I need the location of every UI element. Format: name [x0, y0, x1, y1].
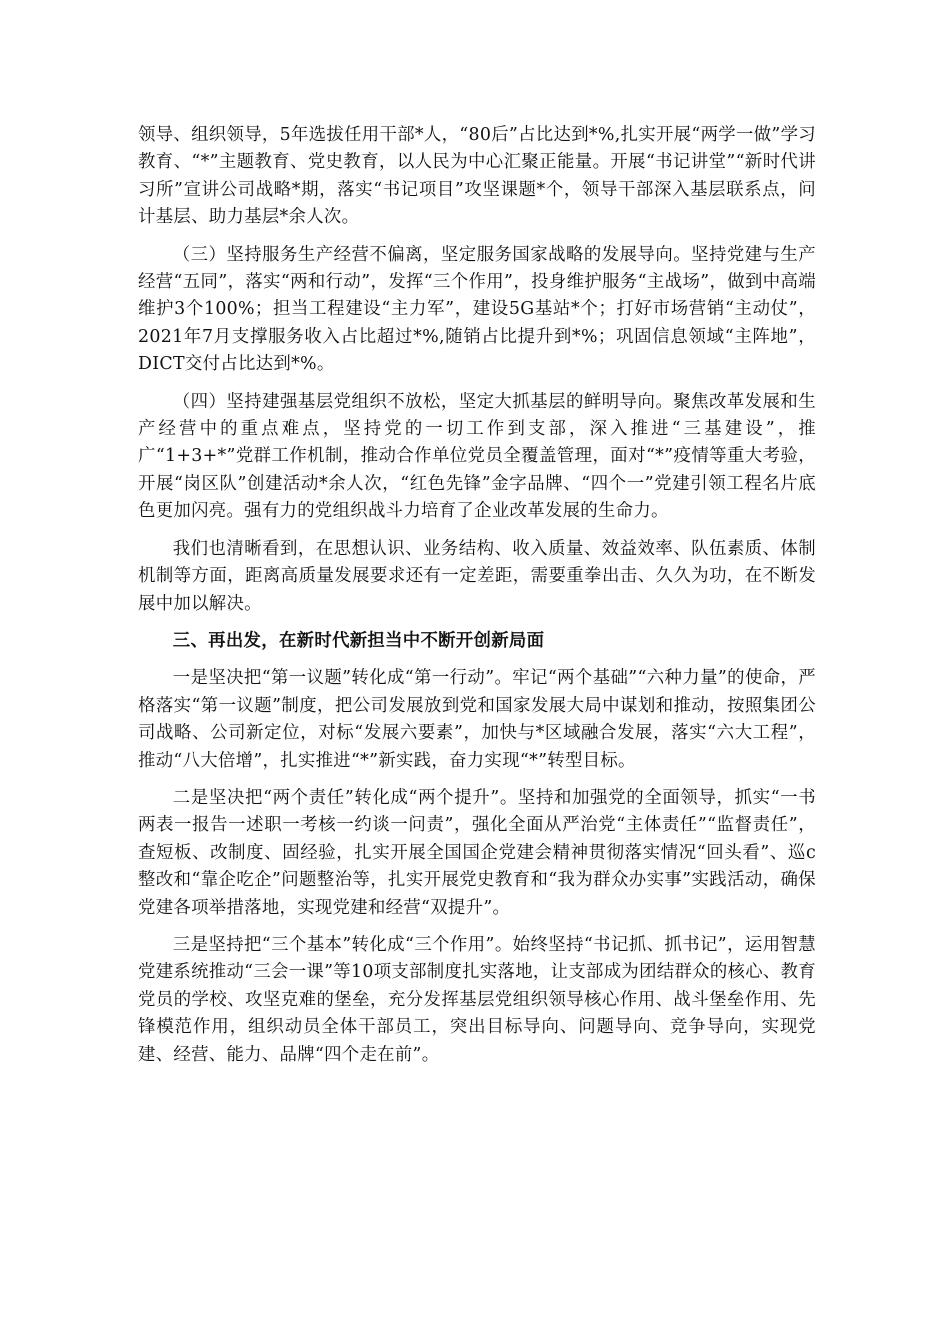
- paragraph-first-action: 一是坚决把“第一议题”转化成“第一行动”。牢记“两个基础”“六种力量”的使命，严格落实“第一议题”制度，把公司发展放到党和国家发展大局中谋划和推动，按照集团公司战略、公司新定位，对标“发展六要素”，加快与*区域融合发展，落实“六大工程”，推动“八大倍增”，扎实推进“*”新实践，奋力实现“*”转型目标。: [138, 668, 816, 771]
- paragraph-third-action: 三是坚持把“三个基本”转化成“三个作用”。始终坚持“书记抓、抓书记”，运用智慧党建系统推动“三会一课”等10项支部制度扎实落地，让支部成为团结群众的核心、教育党员的学校、攻坚克难的堡垒，充分发挥基层党组织领导核心作用、战斗堡垒作用、先锋模范作用，组织动员全体干部员工，突出目标导向、问题导向、竞争导向，实现党建、经营、能力、品牌“四个走在前”。: [138, 934, 816, 1065]
- section-heading: 三、再出发，在新时代新担当中不断开创新局面: [172, 630, 545, 651]
- document-body: [138, 122, 816, 1079]
- paragraph-second-action: 二是坚决把“两个责任”转化成“两个提升”。坚持和加强党的全面领导，抓实“一书两表一报告一述职一考核一约谈一问责”，强化全面从严治党“主体责任”“监督责任”，查短板、改制度、固经验，扎实开展全国国企党建会精神贯彻落实情况“回头看”、巡c整改和“靠企吃企”问题整治等，扎实开展党史教育和“我为群众办实事”实践活动，确保党建各项举措落地，实现党建和经营“双提升”。: [138, 787, 816, 918]
- paragraph-shortcomings: 我们也清晰看到，在思想认识、业务结构、收入质量、效益效率、队伍素质、体制机制等方面，距离高质量发展要求还有一定差距，需要重拳出击、久久为功，在不断发展中加以解决。: [138, 538, 816, 614]
- paragraph-section-three: （三）坚持服务生产经营不偏离，坚定服务国家战略的发展导向。坚持党建与生产经营“五同”，落实“两和行动”，发挥“三个作用”，投身维护服务“主战场”，做到中高端维护3个100%；担当工程建设“主力军”，建设5G基站*个；打好市场营销“主动仗”，2021年7月支撑服务收入占比超过*%,随销占比提升到*%；巩固信息领域“主阵地”，DICT交付占比达到*%。: [138, 244, 816, 375]
- paragraph-section-four: （四）坚持建强基层党组织不放松，坚定大抓基层的鲜明导向。聚焦改革发展和生产经营中的重点难点，坚持党的一切工作到支部，深入推进“三基建设”，推广“1+3+*”党群工作机制，推动合作单位党员全覆盖管理，面对“*”疫情等重大考验，开展“岗区队”创建活动*余人次，“红色先锋”金字品牌、“四个一”党建引领工程名片底色更加闪亮。强有力的党组织战斗力培育了企业改革发展的生命力。: [138, 391, 816, 522]
- paragraph-continued: 领导、组织领导，5年选拔任用干部*人，“80后”占比达到*%,扎实开展“两学一做”学习教育、“*”主题教育、党史教育，以人民为中心汇聚正能量。开展“书记讲堂”“新时代讲习所”宣讲公司战略*期，落实“书记项目”攻坚课题*个，领导干部深入基层联系点，问计基层、助力基层*余人次。: [138, 125, 816, 228]
